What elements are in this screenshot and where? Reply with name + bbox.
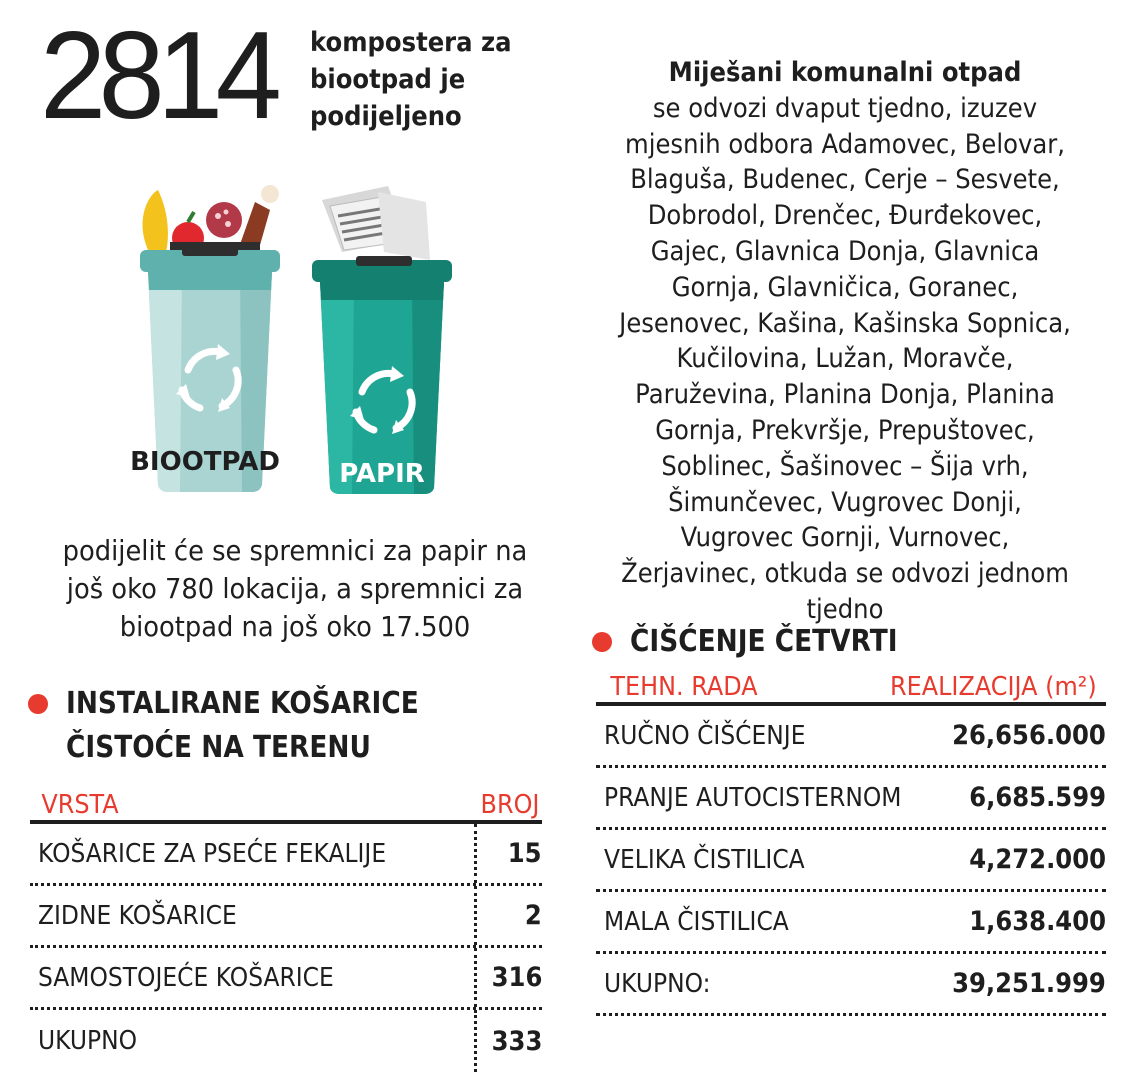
table-row [30, 886, 542, 948]
table-row [596, 830, 1106, 892]
row-value: 15 [508, 838, 542, 869]
table-row [596, 892, 1106, 954]
row-value: 1,638.400 [969, 906, 1106, 937]
baskets-title-line2: ČISTOĆE NA TERENU [66, 730, 371, 765]
mixed-waste-text [616, 55, 1075, 628]
col-realizacija: REALIZACIJA (m²) [890, 672, 1098, 702]
row-name: ZIDNE KOŠARICE [38, 900, 237, 931]
row-name: VELIKA ČISTILICA [604, 844, 805, 875]
col-broj: BROJ [480, 790, 540, 820]
row-name: UKUPNO [38, 1026, 138, 1056]
row-value: 26,656.000 [952, 720, 1106, 751]
baskets-heading [28, 682, 467, 770]
cleaning-title: ČIŠĆENJE ČETVRTI [630, 624, 898, 659]
row-value: 4,272.000 [969, 844, 1106, 875]
table-row [596, 706, 1106, 768]
cleaning-table-header [596, 672, 1106, 706]
paper-containers-note: podijelit će se spremnici za papir na još oko 780 lokacija, a spremnici za biootpad na još oko 17.500 [62, 534, 528, 643]
row-value: 316 [491, 962, 542, 993]
row-name: UKUPNO: [604, 968, 711, 999]
row-value: 39,251.999 [952, 968, 1106, 999]
row-name: SAMOSTOJEĆE KOŠARICE [38, 962, 334, 993]
baskets-title-line1: INSTALIRANE KOŠARICE [66, 686, 419, 721]
row-name: KOŠARICE ZA PSEĆE FEKALIJE [38, 838, 387, 869]
bio-bin-label: BIOOTPAD [130, 447, 280, 477]
cleaning-table [596, 672, 1106, 1016]
paper-icon [322, 186, 430, 260]
table-row [30, 1010, 542, 1072]
table-row [596, 954, 1106, 1016]
headline-caption: kompostera za biootpad je podijeljeno [310, 27, 512, 132]
table-row [30, 948, 542, 1010]
row-name: RUČNO ČIŠĆENJE [604, 720, 806, 751]
bullet-dot-icon [592, 632, 612, 652]
row-value: 333 [491, 1025, 542, 1057]
col-tehn-rada: TEHN. RADA [610, 672, 758, 702]
mixed-waste-lead: Miješani komunalni otpad [668, 57, 1022, 88]
row-value: 6,685.599 [969, 782, 1106, 813]
row-value: 2 [525, 900, 542, 931]
bullet-dot-icon [28, 694, 48, 714]
headline-number: 2814 [40, 7, 275, 145]
col-vrsta: VRSTA [41, 790, 119, 820]
row-name: MALA ČISTILICA [604, 906, 789, 937]
table-row [30, 824, 542, 886]
food-icon [143, 185, 279, 256]
baskets-table [30, 790, 542, 1072]
cleaning-heading [592, 620, 934, 664]
baskets-table-header [30, 790, 542, 824]
mixed-waste-body: se odvozi dvaput tjedno, izuzev mjesnih odbora Adamovec, Belovar, Blaguša, Budenec, Cerje – Sesvete, Dobrodol, Drenčec, Đurđekovec, Gajec, Glavnica Donja, Glavnica Gornja, Glavničica, Goranec, Jesenovec, Kašina, Kašinska Sopnica, Kučilovina, Lužan, Moravče, Paruževina, Planina Donja, Planina Gornja, Prekvršje, Prepuštovec, Soblinec, Šašinovec – Šija vrh, Šimunčevec, Vugrovec Donji, Vugrovec Gornji, Vurnovec, Žerjavinec, otkuda se odvozi jednom tjedno [619, 92, 1071, 625]
row-name: PRANJE AUTOCISTERNOM [604, 782, 902, 813]
table-row [596, 768, 1106, 830]
bins-illustration [130, 180, 460, 500]
paper-bin-label: PAPIR [339, 459, 425, 489]
